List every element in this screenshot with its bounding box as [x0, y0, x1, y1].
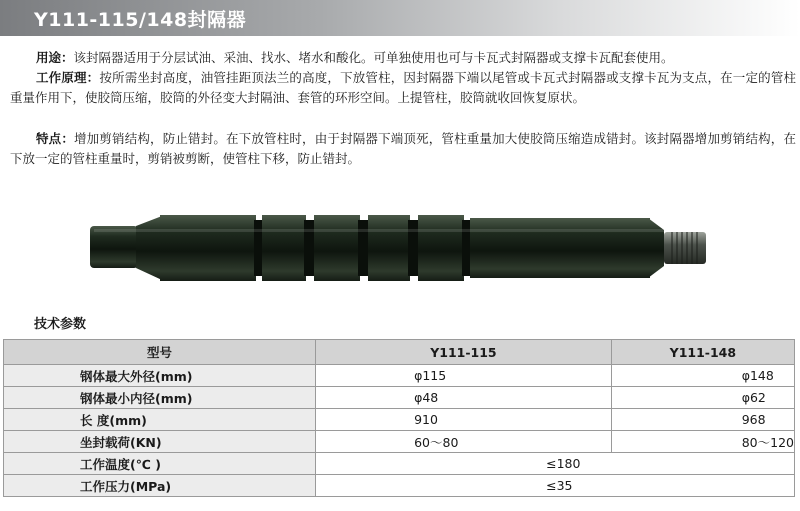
- cell-value: ≤35: [316, 475, 795, 497]
- cell-value: φ62: [611, 387, 794, 409]
- table-row: [4, 387, 795, 409]
- cell-value: 80～120: [611, 431, 794, 453]
- page-title: Y111-115/148封隔器: [34, 9, 247, 31]
- row-label: 钢体最小内径(mm): [4, 387, 316, 409]
- features-paragraph: [10, 129, 796, 169]
- header-y111-115: Y111-115: [316, 340, 612, 365]
- principle-label: 工作原理：: [36, 70, 100, 85]
- usage-text: 该封隔器适用于分层试油、采油、找水、堵水和酸化。可单独使用也可与卡瓦式封隔器或支撑卡瓦配套使用。: [73, 50, 674, 65]
- header-y111-148: Y111-148: [611, 340, 794, 365]
- table-row: [4, 475, 795, 497]
- table-row: [4, 453, 795, 475]
- row-label: 钢体最大外径(mm): [4, 365, 316, 387]
- features-text: 增加剪销结构，防止错封。在下放管柱时，由于封隔器下端顶死，管柱重量加大使胶筒压缩造成错封。该封隔器增加剪销结构，在下放一定的管柱重量时，剪销被剪断，使管柱下移，防止错封。: [10, 131, 796, 166]
- table-row: [4, 365, 795, 387]
- row-label: 坐封载荷(KN): [4, 431, 316, 453]
- cell-value: 968: [611, 409, 794, 431]
- principle-paragraph: [10, 68, 796, 108]
- row-label: 长 度(mm): [4, 409, 316, 431]
- table-row: [4, 409, 795, 431]
- cell-value: φ148: [611, 365, 794, 387]
- row-label: 工作压力(MPa): [4, 475, 316, 497]
- cell-value: ≤180: [316, 453, 795, 475]
- table-row: [4, 431, 795, 453]
- packer-tool-image: [86, 210, 712, 285]
- usage-label: 用途：: [36, 50, 74, 65]
- table-header-row: [4, 340, 795, 365]
- cell-value: φ48: [316, 387, 612, 409]
- cell-value: 60～80: [316, 431, 612, 453]
- cell-value: 910: [316, 409, 612, 431]
- principle-text: 按所需坐封高度，油管挂距顶法兰的高度，下放管柱，因封隔器下端以尾管或卡瓦式封隔器或支撑卡瓦为支点，在一定的管柱重量作用下，使胶筒压缩，胶筒的外径变大封隔油、套管的环形空间。上提管柱，胶筒就收回恢复原状。: [10, 70, 796, 105]
- spec-table: [3, 339, 795, 497]
- features-label: 特点：: [36, 131, 75, 146]
- spec-title: 技术参数: [34, 317, 87, 332]
- header-model: 型号: [4, 340, 316, 365]
- row-label: 工作温度(℃ ): [4, 453, 316, 475]
- usage-paragraph: [10, 48, 796, 68]
- cell-value: φ115: [316, 365, 612, 387]
- title-bar: [0, 0, 800, 36]
